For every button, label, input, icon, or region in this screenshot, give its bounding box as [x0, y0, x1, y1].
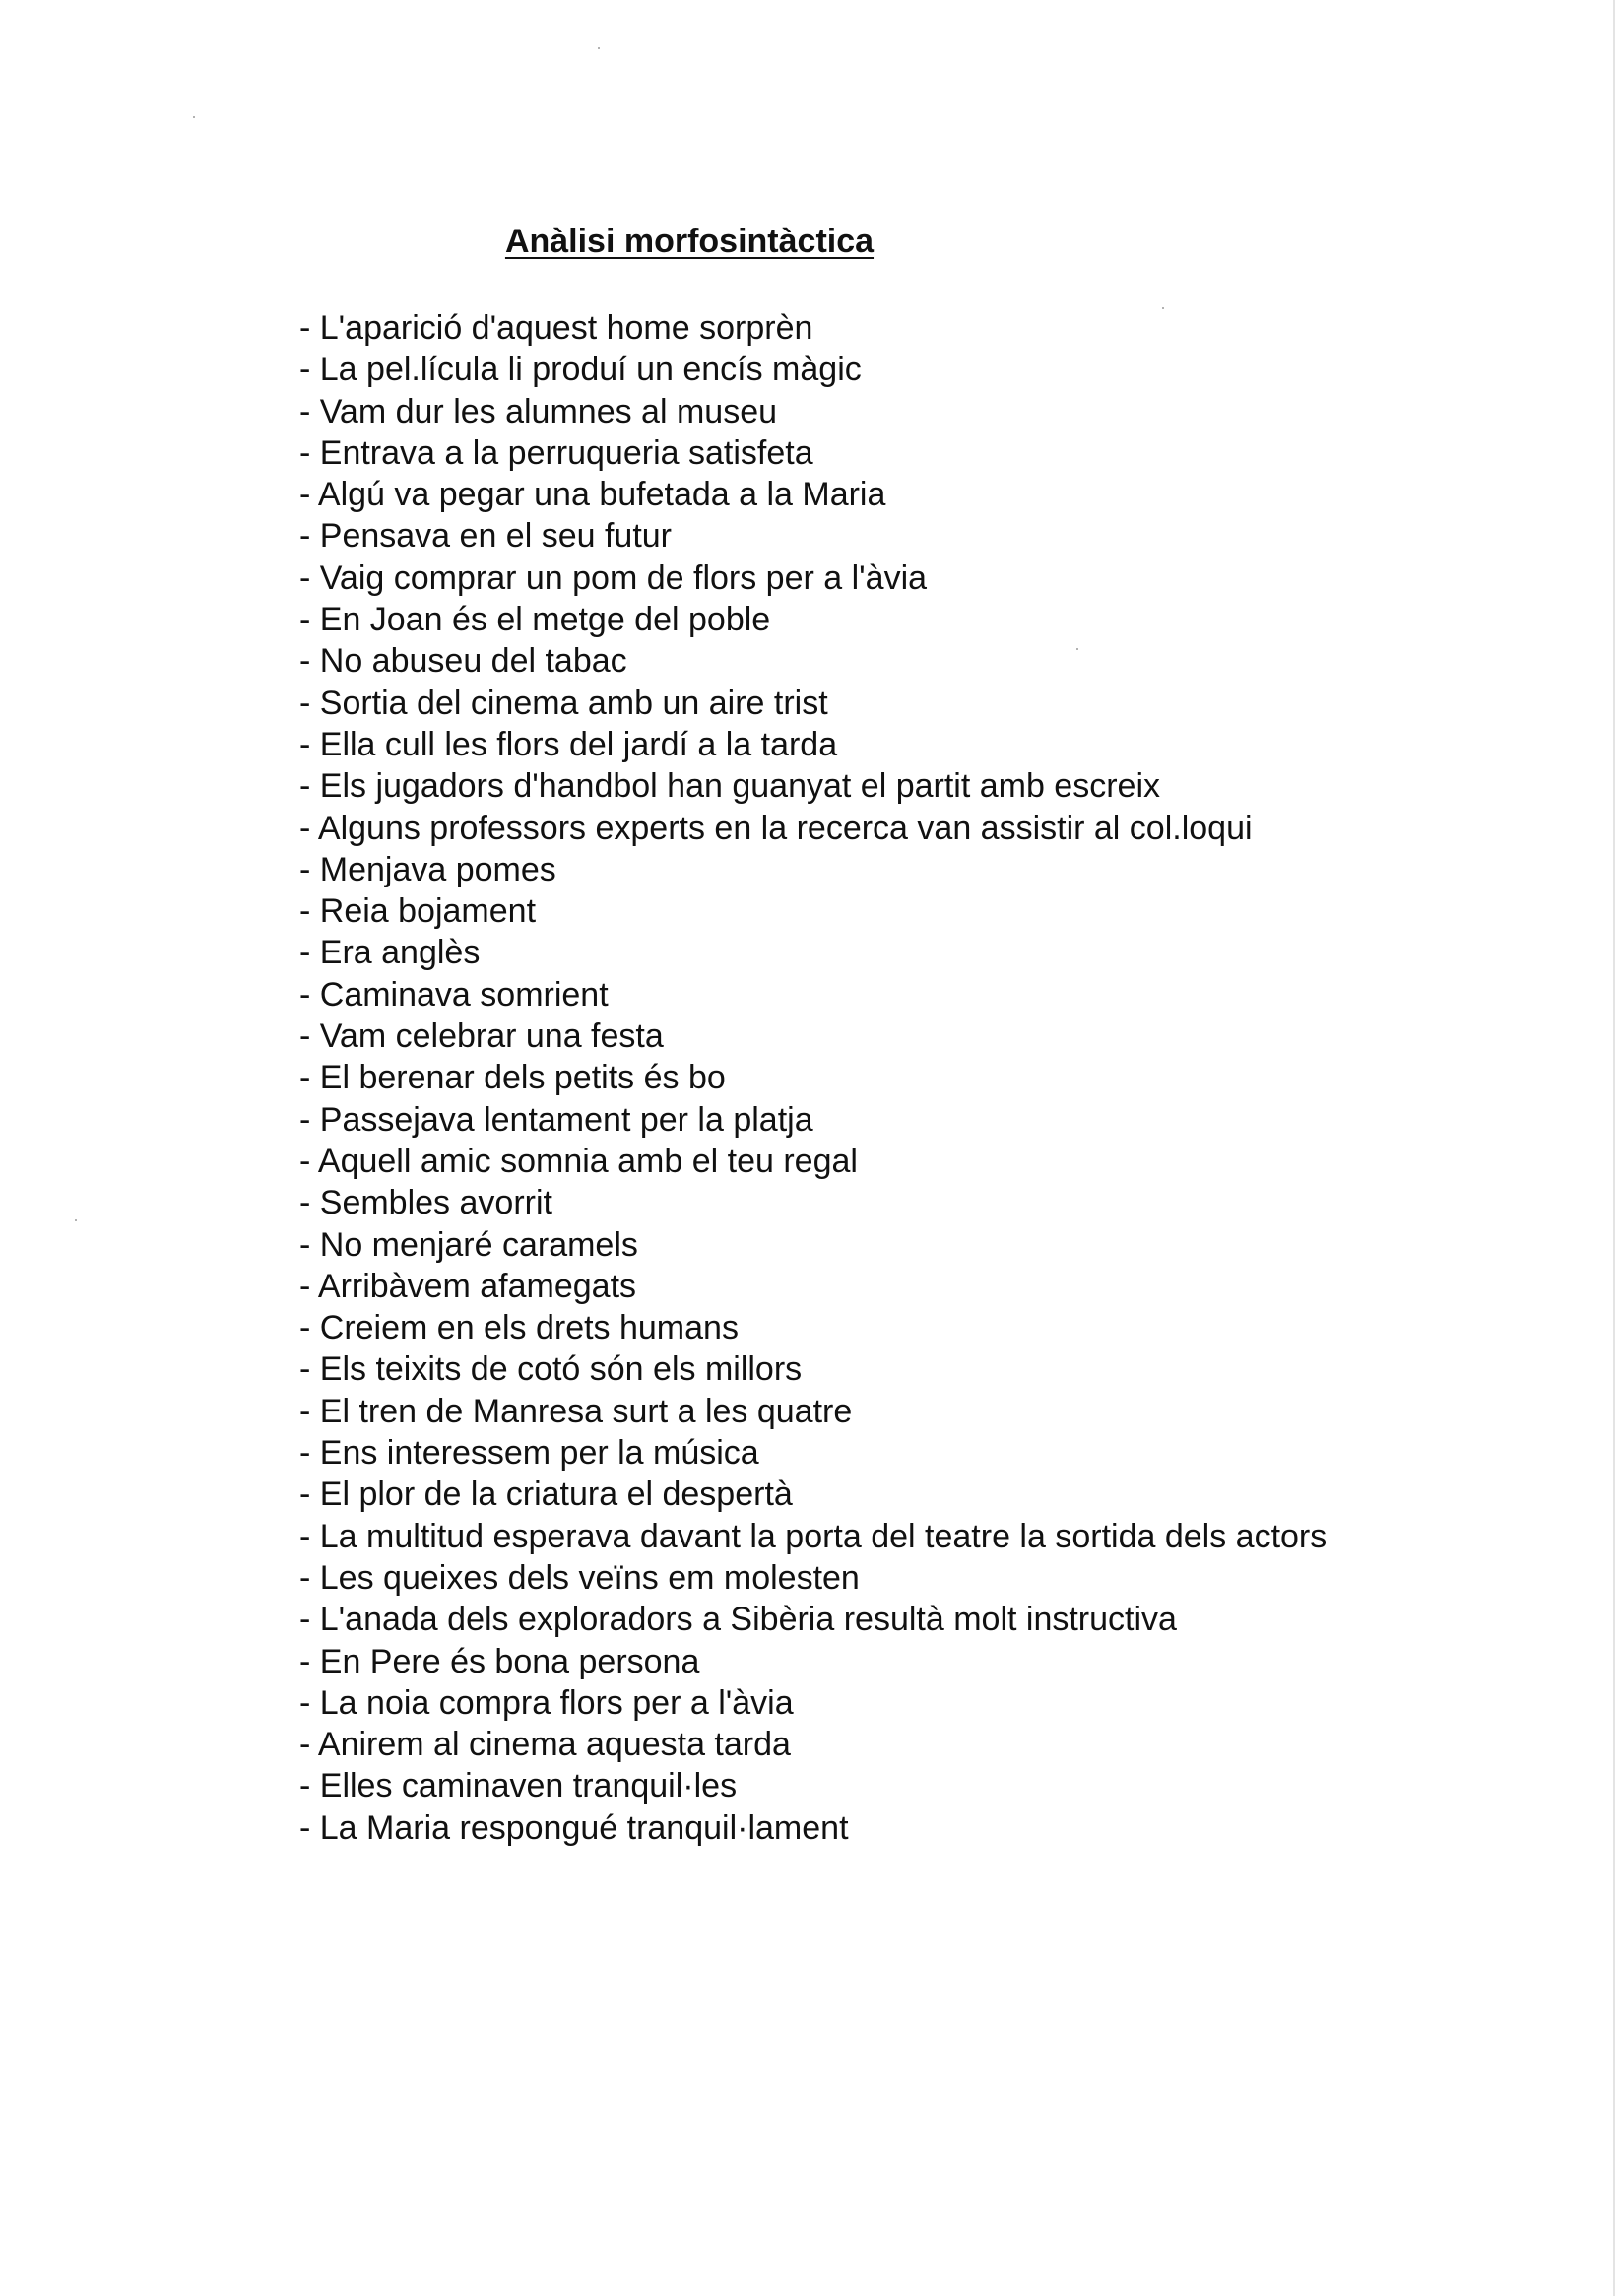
- sentence-item: - Passejava lentament per la platja: [299, 1100, 813, 1139]
- sentence-item: - La noia compra flors per a l'àvia: [299, 1683, 794, 1722]
- sentence-item: - Menjava pomes: [299, 850, 556, 888]
- sentence-item: - Vam celebrar una festa: [299, 1017, 664, 1056]
- sentence-item: - Caminava somrient: [299, 975, 609, 1014]
- sentence-item: - En Joan és el metge del poble: [299, 601, 771, 639]
- sentence-item: - Ella cull les flors del jardí a la tarda: [299, 725, 838, 763]
- sentence-item: - L'aparició d'aquest home sorprèn: [299, 309, 813, 347]
- sentence-item: - Els teixits de cotó són els millors: [299, 1350, 803, 1389]
- sentence-item: - Reia bojament: [299, 892, 537, 931]
- sentence-item: - Elles caminaven tranquil·les: [299, 1767, 738, 1805]
- sentence-item: - Creiem en els drets humans: [299, 1309, 739, 1347]
- sentence-item: - Aquell amic somnia amb el teu regal: [299, 1142, 858, 1180]
- sentence-item: - Algú va pegar una bufetada a la Maria: [299, 476, 886, 514]
- sentence-item: - El tren de Manresa surt a les quatre: [299, 1392, 853, 1430]
- sentence-item: - El plor de la criatura el despertà: [299, 1476, 793, 1514]
- sentence-item: - Entrava a la perruqueria satisfeta: [299, 433, 813, 472]
- scan-speck: [598, 47, 600, 49]
- scan-speck: [193, 116, 195, 118]
- sentence-item: - Les queixes dels veïns em molesten: [299, 1558, 860, 1597]
- sentence-item: - Arribàvem afamegats: [299, 1267, 637, 1305]
- sentence-item: - La pel.lícula li produí un encís màgic: [299, 351, 862, 389]
- sentence-item: - No abuseu del tabac: [299, 642, 627, 681]
- sentence-item: - Els jugadors d'handbol han guanyat el partit amb escreix: [299, 767, 1161, 806]
- sentence-item: - Sortia del cinema amb un aire trist: [299, 684, 828, 722]
- sentence-item: - L'anada dels exploradors a Sibèria resultà molt instructiva: [299, 1601, 1177, 1639]
- sentence-item: - Vam dur les alumnes al museu: [299, 392, 778, 430]
- sentence-item: - Era anglès: [299, 934, 481, 972]
- document-title: Anàlisi morfosintàctica: [504, 223, 875, 260]
- sentence-item: - Anirem al cinema aquesta tarda: [299, 1726, 791, 1764]
- sentence-item: - Sembles avorrit: [299, 1184, 552, 1222]
- sentence-item: - La Maria respongué tranquil·lament: [299, 1808, 849, 1847]
- sentence-list: [299, 307, 1327, 1849]
- sentence-item: - La multitud esperava davant la porta del teatre la sortida dels actors: [299, 1517, 1328, 1555]
- sentence-item: - Pensava en el seu futur: [299, 517, 673, 556]
- sentence-item: - En Pere és bona persona: [299, 1642, 700, 1680]
- sentence-item: - Ens interessem per la música: [299, 1434, 759, 1473]
- scan-speck: [75, 1219, 77, 1221]
- sentence-item: - El berenar dels petits és bo: [299, 1059, 726, 1097]
- scan-edge-shadow: [1613, 0, 1615, 2296]
- sentence-item: - Alguns professors experts en la recerca van assistir al col.loqui: [299, 809, 1253, 847]
- sentence-item: - Vaig comprar un pom de flors per a l'àvia: [299, 558, 928, 597]
- sentence-item: - No menjaré caramels: [299, 1225, 638, 1264]
